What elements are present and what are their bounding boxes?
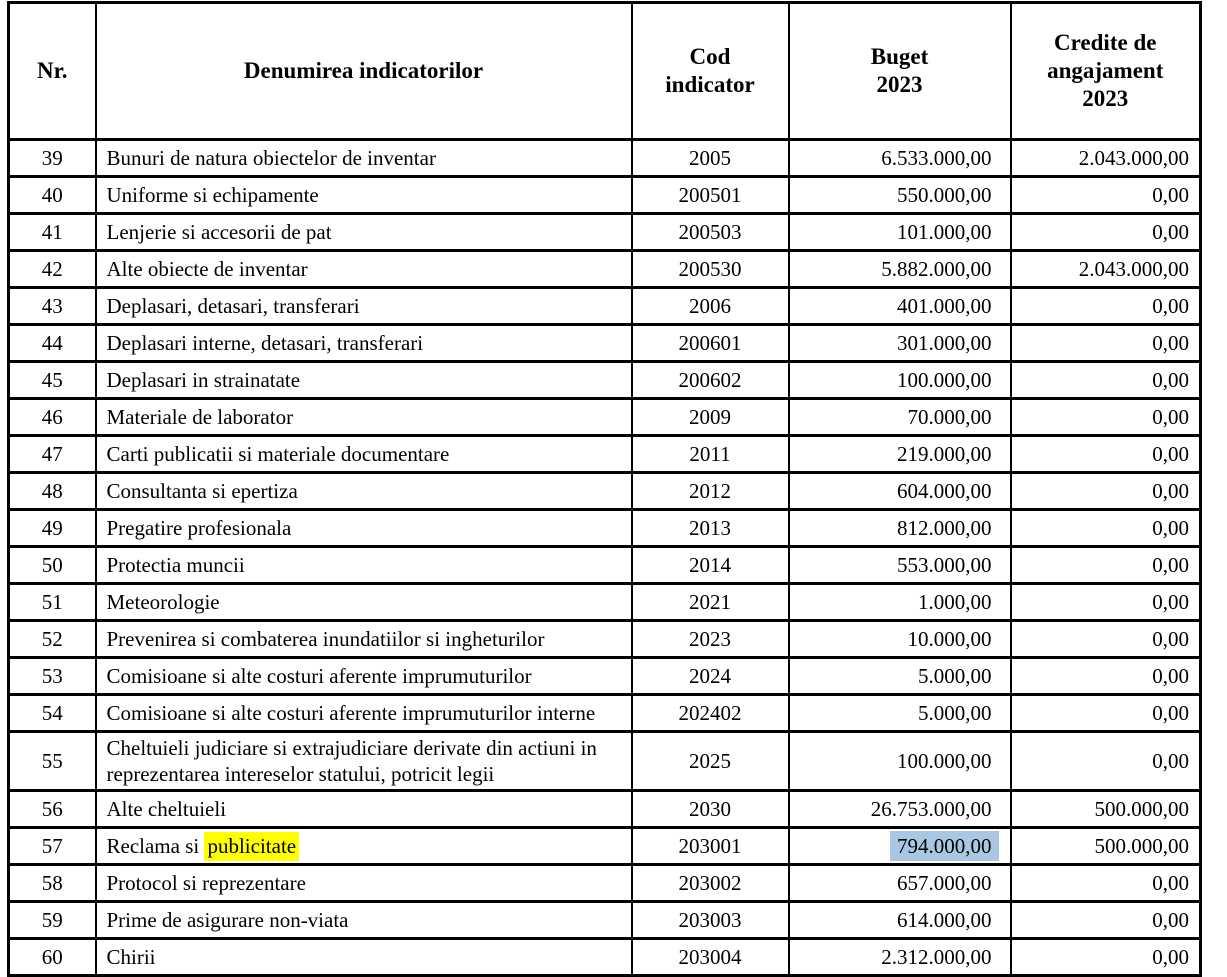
commitment-value-cell: 0,00	[1011, 547, 1201, 584]
budget-value-cell: 101.000,00	[789, 214, 1011, 251]
row-number-cell: 39	[9, 140, 96, 177]
indicator-name-cell: Prime de asigurare non-viata	[96, 902, 632, 939]
table-row	[9, 828, 1201, 865]
table-row	[9, 510, 1201, 547]
indicator-code-cell: 2009	[632, 399, 789, 436]
indicator-name-cell: Protectia muncii	[96, 547, 632, 584]
budget-value-cell: 5.000,00	[789, 695, 1011, 732]
row-number-cell: 43	[9, 288, 96, 325]
commitment-value-cell: 0,00	[1011, 510, 1201, 547]
budget-value-cell: 10.000,00	[789, 621, 1011, 658]
row-number-cell: 50	[9, 547, 96, 584]
table-row	[9, 177, 1201, 214]
commitment-value-cell: 0,00	[1011, 399, 1201, 436]
indicator-name-cell: Alte obiecte de inventar	[96, 251, 632, 288]
row-number-cell: 60	[9, 939, 96, 976]
row-number-cell: 46	[9, 399, 96, 436]
indicator-name-cell: Deplasari, detasari, transferari	[96, 288, 632, 325]
indicator-code-cell: 2030	[632, 791, 789, 828]
indicator-name-cell: Lenjerie si accesorii de pat	[96, 214, 632, 251]
indicator-name-cell	[96, 828, 632, 865]
table-row	[9, 214, 1201, 251]
indicator-code-cell: 2023	[632, 621, 789, 658]
table-row	[9, 658, 1201, 695]
row-number-cell: 40	[9, 177, 96, 214]
indicator-code-cell: 2025	[632, 732, 789, 791]
row-number-cell: 49	[9, 510, 96, 547]
indicator-name-cell: Carti publicatii si materiale documentare	[96, 436, 632, 473]
indicator-code-cell: 203004	[632, 939, 789, 976]
table-row	[9, 939, 1201, 976]
budget-value-cell: 26.753.000,00	[789, 791, 1011, 828]
table-row	[9, 288, 1201, 325]
indicator-name-cell: Protocol si reprezentare	[96, 865, 632, 902]
indicator-code-cell: 200501	[632, 177, 789, 214]
indicator-name-cell: Alte cheltuieli	[96, 791, 632, 828]
budget-value-cell: 614.000,00	[789, 902, 1011, 939]
col-header-indicator-code-label: Cod indicator	[665, 44, 755, 97]
indicator-code-cell: 203003	[632, 902, 789, 939]
row-number-cell: 53	[9, 658, 96, 695]
commitment-value-cell: 500.000,00	[1011, 791, 1201, 828]
commitment-value-cell: 0,00	[1011, 362, 1201, 399]
budget-table	[7, 1, 1202, 977]
table-row	[9, 251, 1201, 288]
indicator-name-cell: Uniforme si echipamente	[96, 177, 632, 214]
indicator-code-cell: 203002	[632, 865, 789, 902]
indicator-name-cell: Deplasari interne, detasari, transferari	[96, 325, 632, 362]
row-number-cell: 51	[9, 584, 96, 621]
selection-highlight: 794.000,00	[890, 831, 999, 861]
indicator-code-cell: 202402	[632, 695, 789, 732]
document-page	[7, 1, 1202, 977]
row-number-cell: 44	[9, 325, 96, 362]
budget-value-cell: 604.000,00	[789, 473, 1011, 510]
row-number-cell: 42	[9, 251, 96, 288]
budget-value-cell: 100.000,00	[789, 732, 1011, 791]
indicator-name-cell: Chirii	[96, 939, 632, 976]
indicator-code-cell: 2013	[632, 510, 789, 547]
indicator-name-cell: Bunuri de natura obiectelor de inventar	[96, 140, 632, 177]
indicator-code-cell: 200530	[632, 251, 789, 288]
col-header-nr-label: Nr.	[37, 58, 68, 83]
indicator-name-cell: Deplasari in strainatate	[96, 362, 632, 399]
table-row	[9, 621, 1201, 658]
table-row	[9, 695, 1201, 732]
col-header-budget-2023-label: Buget 2023	[870, 44, 929, 97]
col-header-indicator-name	[96, 3, 632, 140]
budget-value-cell: 5.000,00	[789, 658, 1011, 695]
row-number-cell: 56	[9, 791, 96, 828]
indicator-code-cell: 2024	[632, 658, 789, 695]
commitment-value-cell: 0,00	[1011, 695, 1201, 732]
commitment-value-cell: 2.043.000,00	[1011, 251, 1201, 288]
table-row	[9, 865, 1201, 902]
indicator-code-cell: 2012	[632, 473, 789, 510]
row-number-cell: 54	[9, 695, 96, 732]
indicator-name-cell: Meteorologie	[96, 584, 632, 621]
commitment-value-cell: 0,00	[1011, 621, 1201, 658]
budget-value-cell: 657.000,00	[789, 865, 1011, 902]
indicator-code-cell: 2021	[632, 584, 789, 621]
indicator-name-cell: Pregatire profesionala	[96, 510, 632, 547]
budget-value-cell: 5.882.000,00	[789, 251, 1011, 288]
table-row	[9, 140, 1201, 177]
table-row	[9, 436, 1201, 473]
row-number-cell: 52	[9, 621, 96, 658]
col-header-indicator-code	[632, 3, 789, 140]
indicator-name-cell: Materiale de laborator	[96, 399, 632, 436]
budget-value-cell: 812.000,00	[789, 510, 1011, 547]
row-number-cell: 47	[9, 436, 96, 473]
commitment-value-cell: 0,00	[1011, 177, 1201, 214]
indicator-name-text: Reclama si	[106, 834, 205, 858]
indicator-name-cell: Cheltuieli judiciare si extrajudiciare derivate din actiuni in reprezentarea intereselor statului, potricit legii	[96, 732, 632, 791]
table-row	[9, 325, 1201, 362]
row-number-cell: 41	[9, 214, 96, 251]
table-row	[9, 902, 1201, 939]
col-header-commitment-credits-2023-label: Credite de angajament 2023	[1047, 30, 1164, 111]
budget-value-cell: 2.312.000,00	[789, 939, 1011, 976]
table-row	[9, 732, 1201, 791]
indicator-code-cell: 203001	[632, 828, 789, 865]
indicator-code-cell: 2014	[632, 547, 789, 584]
commitment-value-cell: 0,00	[1011, 214, 1201, 251]
commitment-value-cell: 0,00	[1011, 902, 1201, 939]
table-row	[9, 473, 1201, 510]
indicator-code-cell: 200602	[632, 362, 789, 399]
commitment-value-cell: 0,00	[1011, 436, 1201, 473]
commitment-value-cell: 0,00	[1011, 288, 1201, 325]
commitment-value-cell: 0,00	[1011, 584, 1201, 621]
budget-value-cell: 100.000,00	[789, 362, 1011, 399]
indicator-code-cell: 2011	[632, 436, 789, 473]
col-header-nr	[9, 3, 96, 140]
indicator-code-cell: 200503	[632, 214, 789, 251]
col-header-indicator-name-label: Denumirea indicatorilor	[243, 58, 484, 83]
indicator-name-cell: Consultanta si epertiza	[96, 473, 632, 510]
row-number-cell: 45	[9, 362, 96, 399]
table-row	[9, 362, 1201, 399]
row-number-cell: 57	[9, 828, 96, 865]
row-number-cell: 59	[9, 902, 96, 939]
col-header-budget-2023	[789, 3, 1011, 140]
commitment-value-cell: 0,00	[1011, 732, 1201, 791]
commitment-value-cell: 0,00	[1011, 939, 1201, 976]
col-header-commitment-credits-2023	[1011, 3, 1201, 140]
commitment-value-cell: 2.043.000,00	[1011, 140, 1201, 177]
budget-value-cell: 1.000,00	[789, 584, 1011, 621]
header-row	[9, 3, 1201, 140]
indicator-code-cell: 2005	[632, 140, 789, 177]
commitment-value-cell: 0,00	[1011, 473, 1201, 510]
budget-value-cell: 70.000,00	[789, 399, 1011, 436]
budget-value-cell: 6.533.000,00	[789, 140, 1011, 177]
indicator-name-cell: Comisioane si alte costuri aferente imprumuturilor	[96, 658, 632, 695]
table-row	[9, 791, 1201, 828]
indicator-name-cell: Comisioane si alte costuri aferente imprumuturilor interne	[96, 695, 632, 732]
table-row	[9, 547, 1201, 584]
commitment-value-cell: 0,00	[1011, 658, 1201, 695]
row-number-cell: 55	[9, 732, 96, 791]
table-row	[9, 584, 1201, 621]
budget-value-cell: 553.000,00	[789, 547, 1011, 584]
indicator-code-cell: 200601	[632, 325, 789, 362]
budget-value-cell: 401.000,00	[789, 288, 1011, 325]
yellow-highlight: publicitate	[204, 832, 299, 861]
commitment-value-cell: 0,00	[1011, 865, 1201, 902]
row-number-cell: 58	[9, 865, 96, 902]
table-row	[9, 399, 1201, 436]
budget-value-cell	[789, 828, 1011, 865]
budget-value-cell: 301.000,00	[789, 325, 1011, 362]
indicator-name-cell: Prevenirea si combaterea inundatiilor si ingheturilor	[96, 621, 632, 658]
indicator-code-cell: 2006	[632, 288, 789, 325]
budget-value-cell: 550.000,00	[789, 177, 1011, 214]
commitment-value-cell: 500.000,00	[1011, 828, 1201, 865]
commitment-value-cell: 0,00	[1011, 325, 1201, 362]
row-number-cell: 48	[9, 473, 96, 510]
budget-value-cell: 219.000,00	[789, 436, 1011, 473]
